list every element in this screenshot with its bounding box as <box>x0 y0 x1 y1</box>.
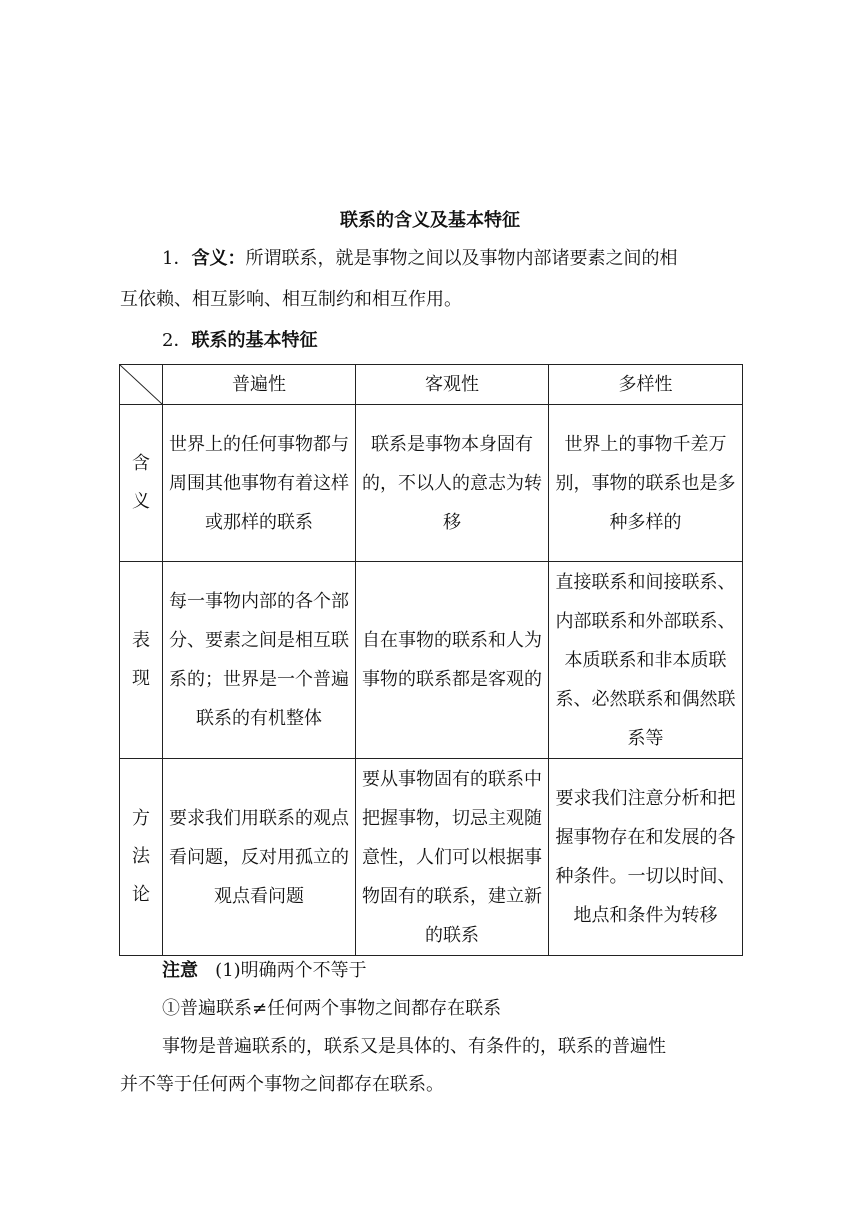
header-diversity: 多样性 <box>549 365 743 405</box>
note-text: (1)明确两个不等于 <box>215 960 367 981</box>
row-label-char: 含 <box>132 453 150 474</box>
definition-text-line1: 所谓联系，就是事物之间以及事物内部诸要素之间的相 <box>245 248 678 269</box>
table-cell: 直接联系和间接联系、内部联系和外部联系、本质联系和非本质联系、必然联系和偶然联系等 <box>549 562 743 759</box>
row-label-meaning <box>120 405 163 562</box>
table-header-row <box>120 365 743 405</box>
table-cell: 世界上的任何事物都与周围其他事物有着这样或那样的联系 <box>163 405 356 562</box>
note-paragraph-line2: 并不等于任何两个事物之间都存在联系。 <box>120 1074 444 1095</box>
note-label: 注意 <box>162 960 198 981</box>
table-row-methodology <box>120 759 743 956</box>
features-table <box>119 364 743 956</box>
header-objectivity: 客观性 <box>356 365 549 405</box>
diagonal-line <box>120 365 162 404</box>
item-number-2: 2． <box>162 330 192 351</box>
definition-text-line2: 互依赖、相互影响、相互制约和相互作用。 <box>120 289 462 310</box>
row-label-char: 表 <box>132 630 150 651</box>
note-paragraph-line1: 事物是普遍联系的，联系又是具体的、有条件的，联系的普遍性 <box>162 1036 666 1057</box>
item-number-1: 1． <box>162 248 192 269</box>
diagonal-corner-cell <box>120 365 163 405</box>
table-cell: 每一事物内部的各个部分、要素之间是相互联系的；世界是一个普遍联系的有机整体 <box>163 562 356 759</box>
table-row-manifestation <box>120 562 743 759</box>
row-label-char: 方 <box>132 808 150 829</box>
features-label: 联系的基本特征 <box>191 330 318 351</box>
row-label-char: 义 <box>132 491 150 512</box>
table-cell: 要从事物固有的联系中把握事物，切忌主观随意性，人们可以根据事物固有的联系，建立新的联系 <box>356 759 549 956</box>
row-label-methodology <box>120 759 163 956</box>
row-label-char: 法 <box>132 846 150 867</box>
table-cell: 联系是事物本身固有的，不以人的意志为转移 <box>356 405 549 562</box>
definition-label: 含义： <box>191 248 246 269</box>
note-section <box>120 952 742 1104</box>
header-universality: 普遍性 <box>163 365 356 405</box>
section-title: 联系的含义及基本特征 <box>340 210 520 231</box>
table-cell: 要求我们注意分析和把握事物存在和发展的各种条件。一切以时间、地点和条件为转移 <box>549 759 743 956</box>
row-label-char: 现 <box>132 668 150 689</box>
note-item-1: ①普遍联系≠任何两个事物之间都存在联系 <box>162 998 502 1019</box>
row-label-char: 论 <box>132 884 150 905</box>
row-label-manifestation <box>120 562 163 759</box>
table-row-meaning <box>120 405 743 562</box>
table-cell: 自在事物的联系和人为事物的联系都是客观的 <box>356 562 549 759</box>
definition-paragraph <box>120 238 742 320</box>
table-cell: 要求我们用联系的观点看问题，反对用孤立的观点看问题 <box>163 759 356 956</box>
features-heading <box>120 320 742 361</box>
table-cell: 世界上的事物千差万别，事物的联系也是多种多样的 <box>549 405 743 562</box>
